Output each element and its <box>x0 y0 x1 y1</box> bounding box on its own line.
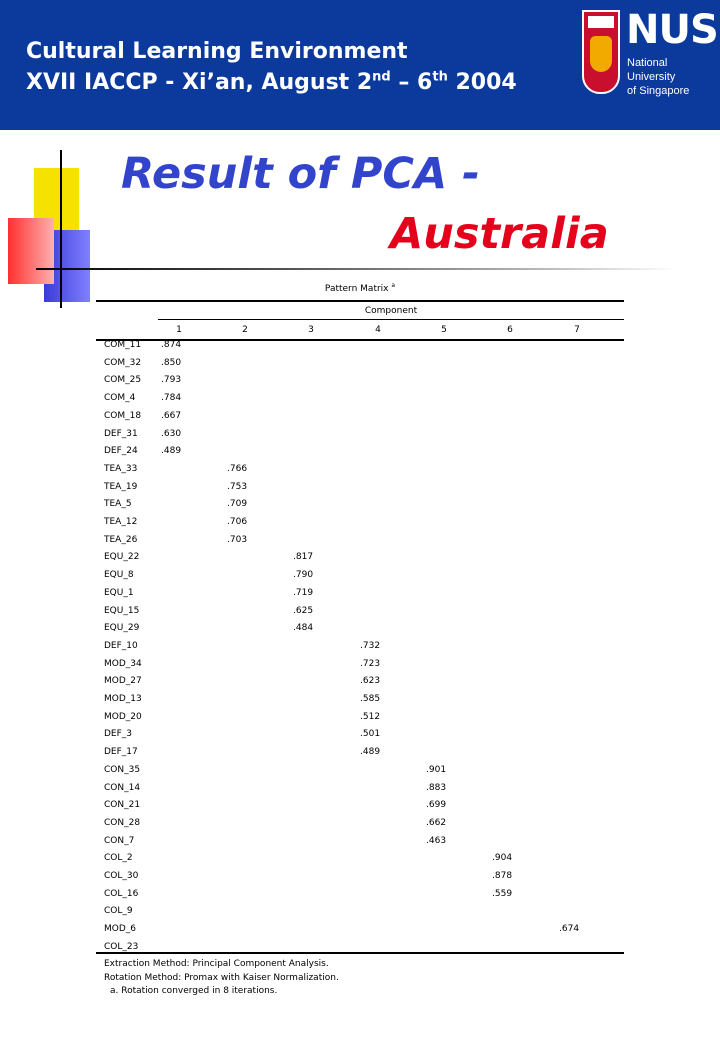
row-label: TEA_5 <box>104 499 132 510</box>
row-label: EQU_8 <box>104 570 134 581</box>
note-footnote: a. Rotation converged in 8 iterations. <box>110 986 278 996</box>
row-label: DEF_31 <box>104 428 138 439</box>
table-row <box>96 850 624 868</box>
table-row <box>96 532 624 550</box>
table-row <box>96 443 624 461</box>
table-title-text: Pattern Matrix <box>324 284 389 294</box>
row-label: CON_28 <box>104 817 141 828</box>
row-label: COM_32 <box>104 357 142 368</box>
row-label: TEA_19 <box>104 481 138 492</box>
header-line1: Cultural Learning Environment <box>26 39 408 64</box>
logo-subtitle-line1: National University <box>627 57 676 83</box>
decor-vertical-line <box>60 150 62 308</box>
table-row <box>96 514 624 532</box>
column-header-7: 7 <box>574 325 580 335</box>
lion-icon <box>590 36 612 72</box>
decor-red-square <box>8 218 54 284</box>
loading-value: .753 <box>227 481 248 492</box>
loading-value: .790 <box>293 570 314 581</box>
row-label: COM_4 <box>104 393 136 404</box>
loading-value: .850 <box>161 357 182 368</box>
loading-value: .625 <box>293 605 314 616</box>
column-header-1: 1 <box>176 325 182 335</box>
loading-value: .501 <box>360 729 381 740</box>
note-rotation: Rotation Method: Promax with Kaiser Normalization. <box>104 972 339 983</box>
table-row <box>96 567 624 585</box>
row-label: DEF_17 <box>104 747 138 758</box>
loading-value: .706 <box>227 517 248 527</box>
row-label: COM_18 <box>104 410 142 421</box>
loading-value: .723 <box>360 658 381 669</box>
table-row <box>96 921 624 939</box>
loading-value: .674 <box>559 924 580 935</box>
loading-value: .901 <box>426 764 447 775</box>
header-text <box>26 36 517 98</box>
nus-crest-icon <box>582 10 620 94</box>
loading-value: .489 <box>161 446 182 457</box>
loading-value: .874 <box>161 340 182 350</box>
loading-value: .817 <box>293 552 314 563</box>
component-header-rule <box>158 319 624 320</box>
slide-title-line1: Result of PCA - <box>121 149 480 199</box>
loading-value: .878 <box>492 871 513 881</box>
row-label: MOD_6 <box>104 924 137 935</box>
table-row <box>96 744 624 762</box>
header-line2-mid: – 6 <box>390 70 433 95</box>
column-header-2: 2 <box>242 325 248 335</box>
table-notes <box>104 958 339 999</box>
decor-horizontal-line <box>36 268 676 270</box>
loading-value: .703 <box>227 534 248 545</box>
component-header: Component <box>364 306 418 316</box>
table-row <box>96 603 624 621</box>
table-row <box>96 426 624 444</box>
column-header-6: 6 <box>507 325 513 335</box>
table-row <box>96 797 624 815</box>
table-row <box>96 479 624 497</box>
row-label: EQU_22 <box>104 552 140 563</box>
loading-value: .489 <box>360 747 381 758</box>
row-label: TEA_26 <box>104 534 138 545</box>
loading-value: .883 <box>426 782 447 793</box>
logo-subtitle-line2: of Singapore <box>627 85 690 97</box>
header-line2-suffix: 2004 <box>447 70 517 95</box>
table-row <box>96 903 624 921</box>
table-row <box>96 390 624 408</box>
loading-value: .623 <box>360 676 381 687</box>
row-label: MOD_27 <box>104 676 142 687</box>
logo-subtitle <box>627 56 700 98</box>
row-label: DEF_10 <box>104 640 138 651</box>
loading-value: .904 <box>492 853 513 864</box>
column-header-4: 4 <box>375 325 381 335</box>
loading-value: .784 <box>161 393 182 404</box>
header-line2-sup1: nd <box>372 69 391 85</box>
header-line2-sup2: th <box>432 69 448 85</box>
slide-title-line2: Australia <box>390 209 609 259</box>
loading-value: .732 <box>360 640 381 651</box>
row-label: CON_21 <box>104 800 141 811</box>
table-bottom-rule <box>96 952 624 954</box>
table-row <box>96 337 624 355</box>
loading-value: .699 <box>426 800 447 811</box>
table-row <box>96 886 624 904</box>
table-row <box>96 355 624 373</box>
table-title-sup: a <box>391 282 396 289</box>
row-label: MOD_20 <box>104 711 142 722</box>
table-row <box>96 638 624 656</box>
table-row <box>96 726 624 744</box>
table-row <box>96 815 624 833</box>
table-row <box>96 673 624 691</box>
row-label: COL_30 <box>104 871 139 881</box>
loading-value: .766 <box>227 463 248 474</box>
loading-value: .793 <box>161 375 182 386</box>
table-row <box>96 762 624 780</box>
table-row <box>96 709 624 727</box>
row-label: TEA_33 <box>104 463 138 474</box>
loading-value: .667 <box>161 410 182 421</box>
row-label: COM_25 <box>104 375 142 386</box>
header-line2 <box>26 67 517 98</box>
column-header-5: 5 <box>441 325 447 335</box>
table-row <box>96 372 624 390</box>
row-label: DEF_24 <box>104 446 138 457</box>
table-row <box>96 620 624 638</box>
row-label: COL_16 <box>104 888 139 899</box>
row-label: CON_14 <box>104 782 141 793</box>
loading-value: .585 <box>360 694 381 704</box>
row-label: EQU_15 <box>104 605 140 616</box>
table-row <box>96 496 624 514</box>
table-title <box>96 282 624 294</box>
loading-value: .662 <box>426 817 447 828</box>
row-label: EQU_29 <box>104 623 140 634</box>
table-row <box>96 833 624 851</box>
header-banner <box>0 0 720 130</box>
loading-value: .512 <box>360 711 381 722</box>
loading-value: .484 <box>293 623 314 634</box>
row-label: TEA_12 <box>104 517 138 527</box>
row-label: MOD_13 <box>104 694 142 704</box>
header-line2-prefix: XVII IACCP - Xi’an, August 2 <box>26 70 373 95</box>
loading-value: .463 <box>426 835 447 846</box>
book-icon <box>588 16 614 28</box>
note-extraction: Extraction Method: Principal Component Analysis. <box>104 959 329 969</box>
loading-value: .559 <box>492 888 513 899</box>
table-row <box>96 408 624 426</box>
table-top-rule <box>96 300 624 302</box>
column-header-3: 3 <box>308 325 314 335</box>
row-label: COM_11 <box>104 340 142 350</box>
loading-value: .719 <box>293 587 314 598</box>
row-label: COL_23 <box>104 941 139 952</box>
loading-value: .709 <box>227 499 248 510</box>
table-row <box>96 691 624 709</box>
logo-wordmark: NUS <box>626 7 718 53</box>
table-row <box>96 868 624 886</box>
row-label: DEF_3 <box>104 729 133 740</box>
row-label: CON_7 <box>104 835 135 846</box>
row-label: CON_35 <box>104 764 141 775</box>
row-label: COL_2 <box>104 853 133 864</box>
row-label: MOD_34 <box>104 658 142 669</box>
table-row <box>96 780 624 798</box>
loading-value: .630 <box>161 428 182 439</box>
table-row <box>96 585 624 603</box>
table-row <box>96 656 624 674</box>
table-row <box>96 549 624 567</box>
row-label: COL_9 <box>104 906 133 917</box>
table-row <box>96 461 624 479</box>
nus-logo <box>580 7 718 98</box>
row-label: EQU_1 <box>104 587 134 598</box>
